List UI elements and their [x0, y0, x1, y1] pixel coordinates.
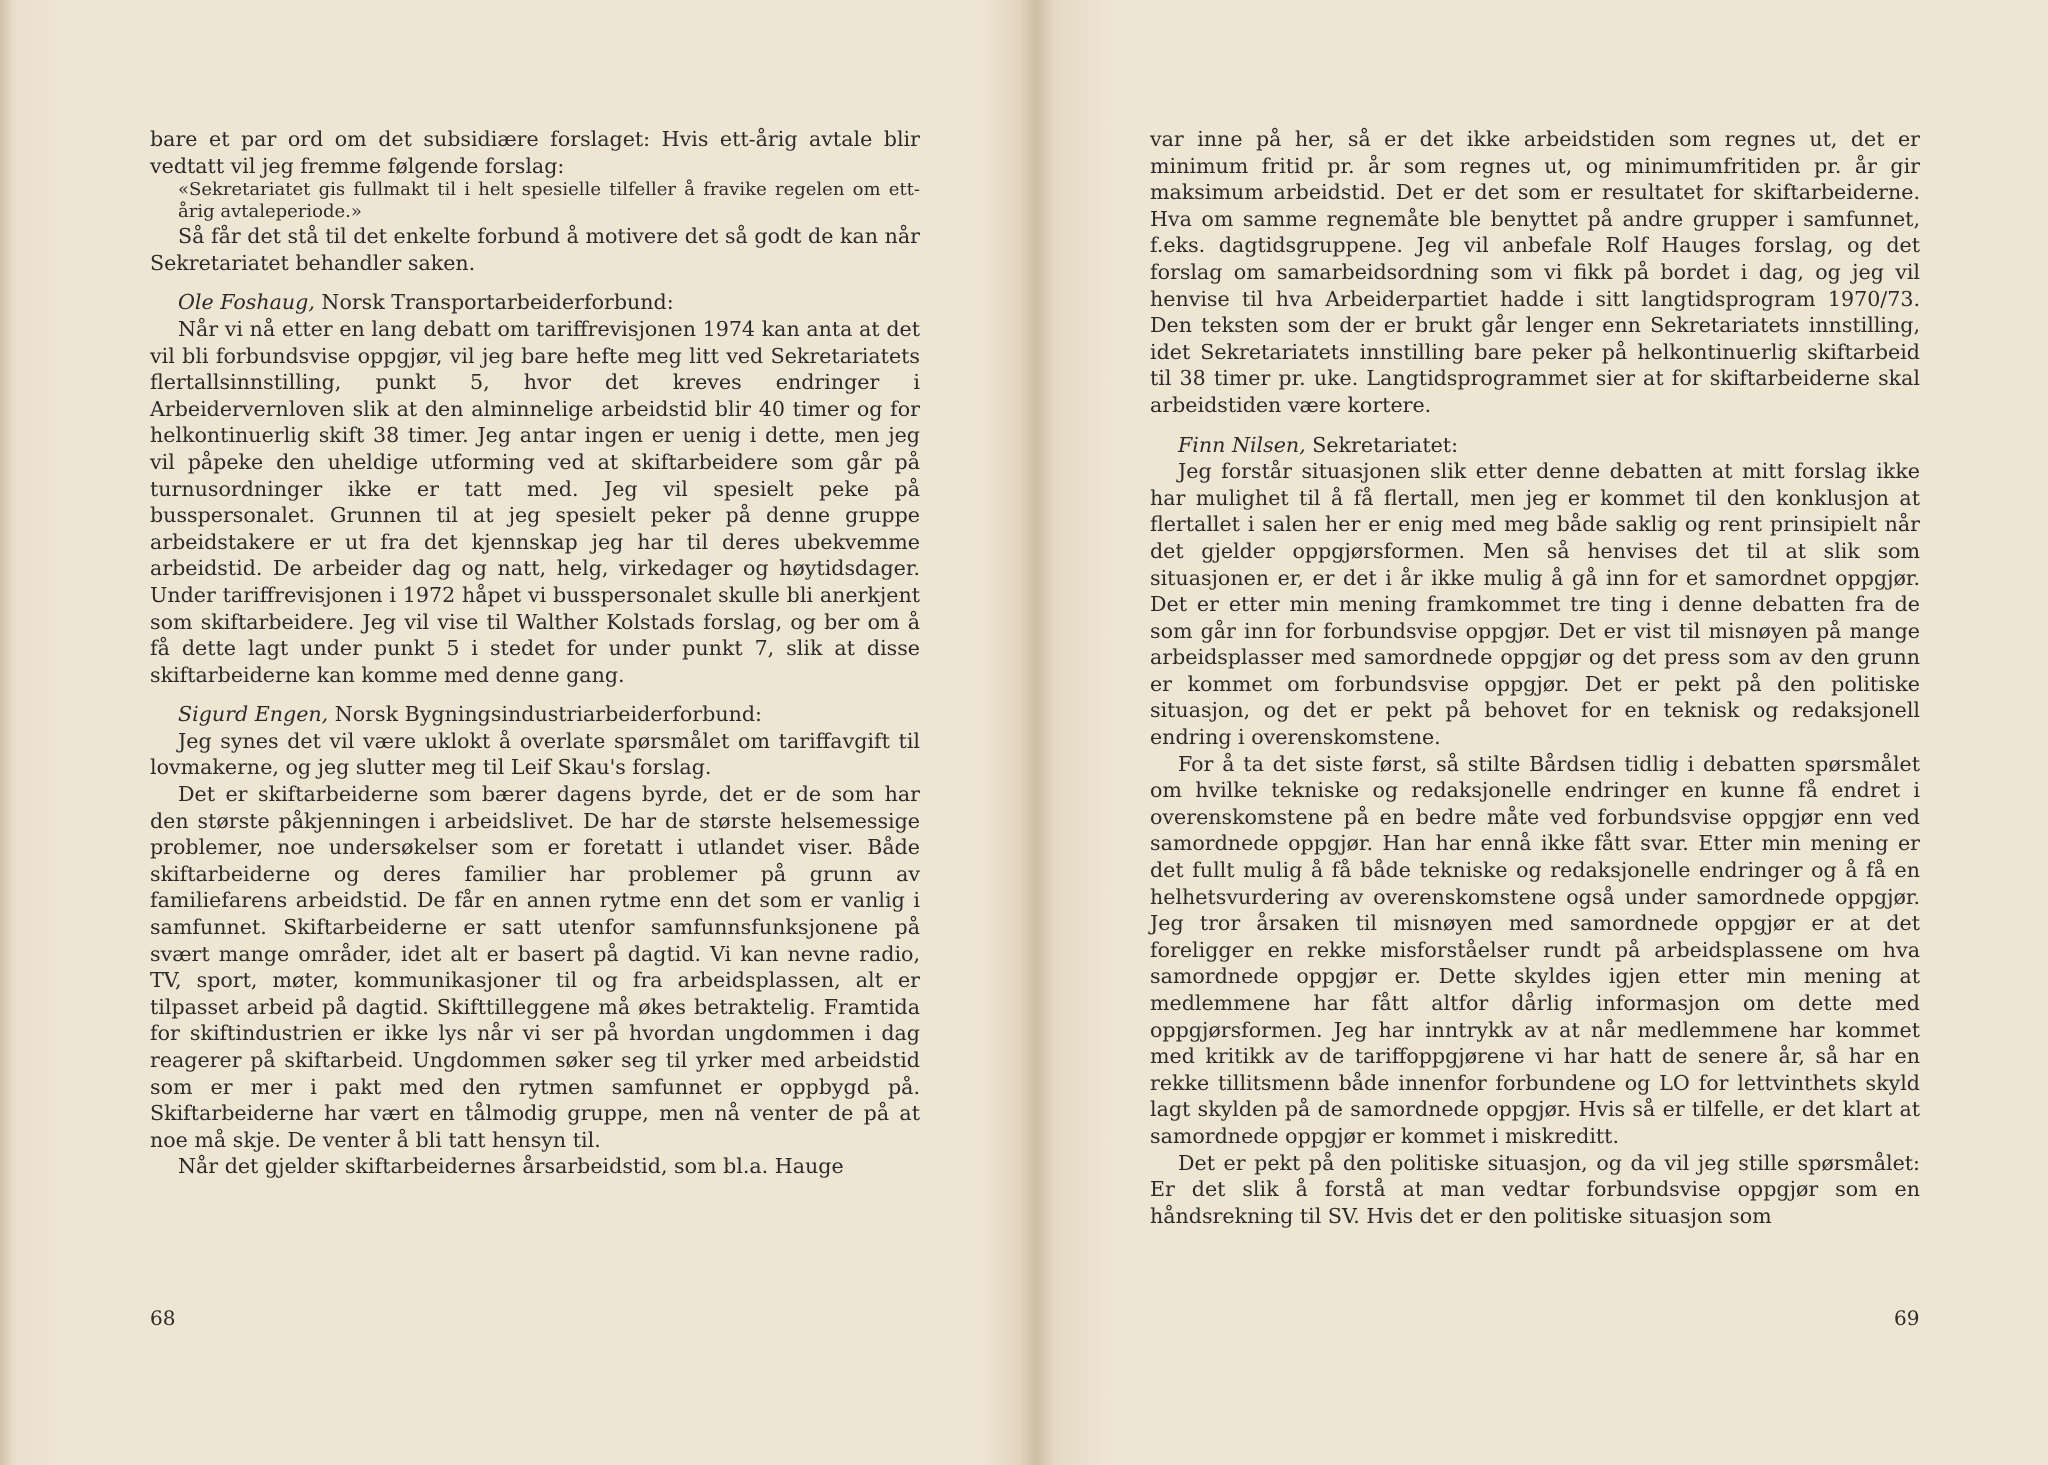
speaker-heading	[1150, 432, 1920, 459]
speaker-organization: Sekretariatet:	[1305, 432, 1459, 457]
paragraph: Når det gjelder skiftarbeidernes årsarbeidstid, som bl.a. Hauge	[178, 1154, 844, 1179]
paragraph: Så får det stå til det enkelte forbund å motivere det så godt de kan når Sekretariatet behandler saken.	[150, 224, 920, 275]
quoted-proposal: «Sekretariatet gis fullmakt til i helt spesielle tilfeller å fravike regelen om ett-årig avtaleperiode.»	[178, 179, 920, 223]
paragraph: Jeg synes det vil være uklokt å overlate spørsmålet om tariffavgift til lovmakerne, og jeg slutter meg til Leif Skau's forslag.	[150, 728, 920, 780]
page-number: 69	[1894, 1306, 1920, 1330]
right-page-text	[1150, 126, 1920, 1229]
paragraph: For å ta det siste først, så stilte Bårdsen tidlig i debatten spørsmålet om hvilke tekniske og redaksjonelle endringer en kunne få endret i overenskomstene på en bedre måte ved forbundsvise oppgjør enn ved samordnede oppgjør. Han har ennå ikke fått svar. Etter min mening er det fullt mulig å få både tekniske og redaksjonelle endringer og å få en helhetsvurdering av overenskomstene også under samordnede oppgjør. Jeg tror årsaken til misnøyen med samordnede oppgjør er at det foreligger en rekke misforståelser rundt på arbeidsplassene om hva samordnede oppgjør er. Dette skyldes igjen etter min mening at medlemmene har fått altfor dårlig informasjon om dette med oppgjørsformen. Jeg har inntrykk av at når medlemmene har kommet med kritikk av de tariffoppgjørene vi har hatt de senere år, så har en rekke tillitsmenn både innenfor forbundene og LO for lettvinthets skyld lagt skylden på de samordnede oppgjør. Hvis så er tilfelle, er det klart at samordnede oppgjør er kommet i miskreditt.	[1150, 751, 1920, 1148]
paragraph: Når vi nå etter en lang debatt om tariffrevisjonen 1974 kan anta at det vil bli forbundsvise oppgjør, vil jeg bare hefte meg litt ved Sekretariatets flertallsinnstilling, punkt 5, hvor det kreves endringer i Arbeidervernloven slik at den alminnelige arbeidstid blir 40 timer og for helkontinuerlig skift 38 timer. Jeg antar ingen er uenig i dette, men jeg vil påpeke den uheldige utforming ved at skiftarbeidere som går på turnusordninger ikke er tatt med. Jeg vil spesielt peke på busspersonalet. Grunnen til at jeg spesielt peker på denne gruppe arbeidstakere er ut fra det kjennskap jeg har til deres ubekvemme arbeidstid. De arbeider dag og natt, helg, virkedager og høytidsdager. Under tariffrevisjonen i 1972 håpet vi busspersonalet skulle bli anerkjent som skiftarbeidere. Jeg vil vise til Walther Kolstads forslag, og ber om å få dette lagt under punkt 5 i stedet for under punkt 7, slik at disse skiftarbeiderne kan komme med denne gang.	[150, 316, 920, 687]
speaker-name: Ole Foshaug,	[178, 290, 315, 315]
paragraph: Det er pekt på den politiske situasjon, og da vil jeg stille spørsmålet: Er det slik å forstå at man vedtar forbundsvise oppgjør som en håndsrekning til SV. Hvis det er den politiske situasjon som	[1150, 1150, 1920, 1228]
paragraph: Jeg forstår situasjonen slik etter denne debatten at mitt forslag ikke har mulighet til å få flertall, men jeg er kommet til den konklusjon at flertallet i salen her er enig med meg både saklig og rent prinsipielt når det gjelder oppgjørsformen. Men så henvises det til at slik som situasjonen er, er det i år ikke mulig å gå inn for et samordnet oppgjør. Det er etter min mening framkommet tre ting i denne debatten fra de som går inn for forbundsvise oppgjør. Det er vist til misnøyen på mange arbeidsplasser med samordnede oppgjør og det press som av den grunn er kommet om forbundsvise oppgjør. Det er pekt på den politiske situasjon, og det er pekt på behovet for en teknisk og redaksjonell endring i overenskomstene.	[1150, 459, 1920, 750]
paragraph: Det er skiftarbeiderne som bærer dagens byrde, det er de som har den største påkjenningen i arbeidslivet. De har de største helsemessige problemer, noe undersøkelser som er foretatt i utlandet viser. Både skiftarbeiderne og deres familier har problemer på grunn av familiefarens arbeidstid. De får en annen rytme enn det som er vanlig i samfunnet. Skiftarbeiderne er satt utenfor samfunnsfunksjonene på svært mange områder, idet alt er basert på dagtid. Vi kan nevne radio, TV, sport, møter, kommunikasjoner til og fra arbeidsplassen, alt er tilpasset arbeid på dagtid. Skifttilleggene må økes betraktelig. Framtida for skiftindustrien er ikke lys når vi ser på hvordan ungdommen i dag reagerer på skiftarbeid. Ungdommen søker seg til yrker med arbeidstid som er mer i pakt med den rytmen samfunnet er oppbygd på. Skiftarbeiderne har vært en tålmodig gruppe, men nå venter de på at noe må skje. De venter å bli tatt hensyn til.	[150, 782, 920, 1152]
speaker-name: Sigurd Engen,	[178, 702, 329, 727]
paragraph: var inne på her, så er det ikke arbeidstiden som regnes ut, det er minimum fritid pr. år som regnes ut, og minimumfritiden pr. år gir maksimum arbeidstid. Det er det som er resultatet for skiftarbeiderne. Hva om samme regnemåte ble benyttet på andre grupper i samfunnet, f.eks. dagtidsgruppene. Jeg vil anbefale Rolf Hauges forslag, og det forslag om samarbeidsordning som vi fikk på bordet i dag, og jeg vil henvise til hva Arbeiderpartiet hadde i sitt langtidsprogram 1970/73. Den teksten som der er brukt går lenger enn Sekretariatets innstilling, idet Sekretariatets innstilling bare peker på helkontinuerlig skiftarbeid til 38 timer pr. uke. Langtidsprogrammet sier at for skiftarbeiderne skal arbeidstiden være kortere.	[1150, 127, 1920, 417]
speaker-organization: Norsk Bygningsindustriarbeiderforbund:	[328, 702, 762, 727]
left-page-text	[150, 126, 920, 1180]
page-number: 68	[150, 1306, 176, 1330]
speaker-heading	[150, 289, 920, 316]
speaker-heading	[150, 701, 920, 728]
speaker-organization: Norsk Transportarbeiderforbund:	[314, 290, 674, 315]
right-page	[1036, 0, 2048, 1465]
paragraph: bare et par ord om det subsidiære forslaget: Hvis ett-årig avtale blir vedtatt vil jeg fremme følgende forslag:	[150, 127, 920, 178]
speaker-name: Finn Nilsen,	[1178, 432, 1306, 457]
